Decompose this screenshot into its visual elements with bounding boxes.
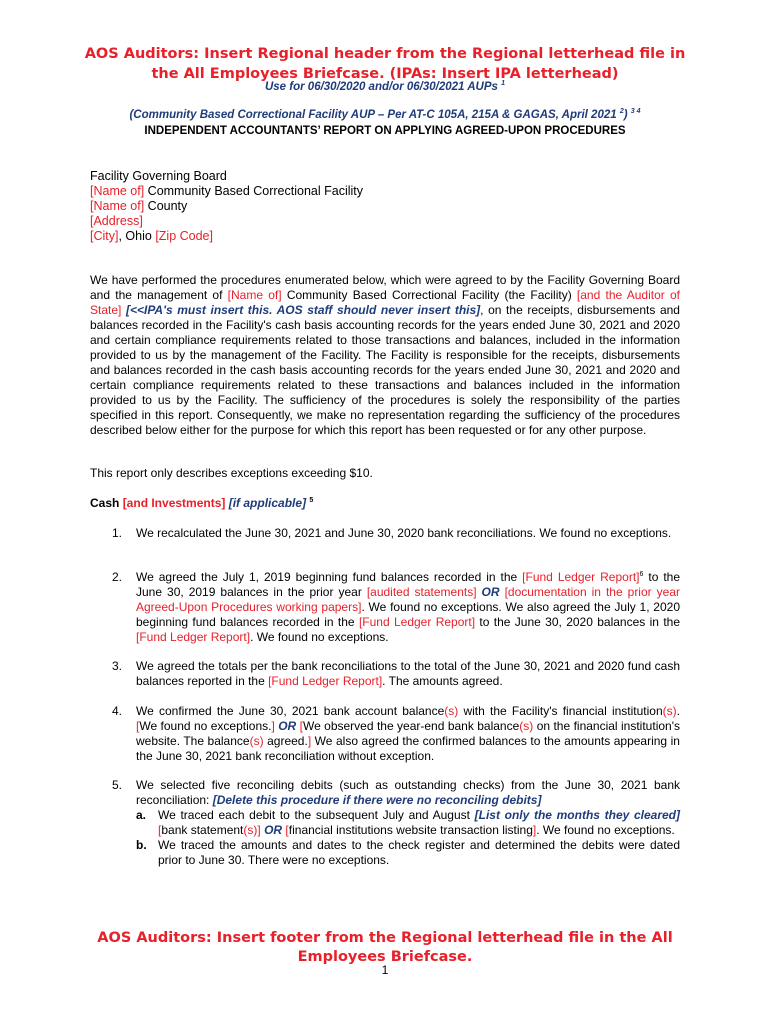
procedure-4: 4. We confirmed the June 30, 2021 bank account balance(s) with the Facility's financial institution(s). [We found no exceptions.] OR [We observed the year-end bank balance(s) on the financial institution's website. The balance(s) agreed.] We also agreed the confirmed balances to the amounts appearing in the June 30, 2021 bank reconciliation without exception. [112,704,680,763]
ipa-instruction: [<<IPA's must insert this. AOS staff should never insert this] [125,303,481,317]
page-number: 1 [381,963,389,977]
procedure-5: 5. We selected five reconciling debits (such as outstanding checks) from the June 30, 2021 bank reconciliation: [Delete this procedure if there were no reconciling debits] a. We traced each debit to the subsequent July and August [List only the months they cleared] [bank statement(s)] OR [financial institutions website transaction listing]. We found no exceptions. b. We traced the amounts and dates to the check register and determined the debits were dated prior to June 30. There were no exceptions. [112,778,680,867]
report-title: INDEPENDENT ACCOUNTANTS’ REPORT ON APPLYING AGREED-UPON PROCEDURES [144,125,626,137]
addressee-county: [Name of] County [90,199,188,213]
procedure-1: 1. We recalculated the June 30, 2021 and June 30, 2020 bank reconciliations. We found no exceptions. [112,526,672,540]
addressee-city: [City], Ohio [Zip Code] [90,229,213,243]
footnote-ref-1: 1 [501,80,505,88]
procedure-5b: b. We traced the amounts and dates to the check register and determined the debits were dated prior to June 30. There were no exceptions. [136,838,680,867]
address-block [90,169,363,244]
use-for-text: Use for 06/30/2020 and/or 06/30/2021 AUPs [264,81,498,93]
use-for-note [60,81,710,93]
addressee-street: [Address] [90,214,143,228]
header-line-1: AOS Auditors: Insert Regional header from the Regional letterhead file in [84,46,686,62]
intro-paragraph: We have performed the procedures enumerated below, which were agreed to by the Facility Governing Board and the management of [Name of] Community Based Correctional Facility (the Facility) [and the Auditor of State] [<<IPA's must insert this. AOS staff should never insert this], on the receipts, disbursements and balances recorded in the Facility's cash basis accounting records for the years ended June 30, 2021 and 2020 and certain compliance requirements related to those transactions and balances, included in the information provided to us by the management of the Facility. The Facility is responsible for the receipts, disbursements and balances recorded in the cash basis accounting records for the years ended June 30, 2021 and 2020 and certain compliance requirements related to these transactions and balances included in the information provided to us by the Facility. The sufficiency of the procedures is solely the responsibility of the parties specified in this report. Consequently, we make no representation regarding the sufficiency of the procedures described below either for the purpose for which this report has been requested or for any other purpose. [90,273,681,437]
procedure-3: 3. We agreed the totals per the bank reconciliations to the total of the June 30, 2021 and 2020 fund cash balances reported in the [Fund Ledger Report]. The amounts agreed. [112,659,680,688]
addressee-board: Facility Governing Board [90,169,227,183]
procedure-5a: a. We traced each debit to the subsequent July and August [List only the months they cleared] [bank statement(s)] OR [financial institutions website transaction listing]. We found no exceptions. [136,808,680,837]
cbcf-text: (Community Based Correctional Facility AUP – Per AT-C 105A, 215A & GAGAS, April 2021 [129,109,617,121]
header-line-2: the All Employees Briefcase. (IPAs: Insert IPA letterhead) [151,66,619,82]
procedure-2: 2. We agreed the July 1, 2019 beginning fund balances recorded in the [Fund Ledger Report]$^6$ to the June 30, 2019 balances in the prior year [audited statements] OR [documentation in the prior year Agreed-Upon Procedures working papers]. We found no exceptions. We also agreed the July 1, 2020 beginning fund balances recorded in the [Fund Ledger Report] to the June 30, 2020 balances in the [Fund Ledger Report]. We found no exceptions. [112,570,681,644]
cbcf-close: ) [623,109,628,121]
cash-heading: Cash [and Investments] [if applicable] $^5$ [90,496,314,510]
footer-line-1: AOS Auditors: Insert footer from the Regional letterhead file in the All [97,930,673,946]
cbcf-aup-note [60,109,710,121]
regional-footer-placeholder [60,929,710,967]
exceptions-threshold: This report only describes exceptions exceeding $10. [90,466,373,480]
footer-line-2: Employees Briefcase. [297,949,473,965]
addressee-facility: [Name of] Community Based Correctional Facility [90,184,364,198]
footnote-ref-3-4: 3 4 [630,108,641,116]
regional-header-placeholder [60,44,710,84]
footnote-ref-2: 2 [619,108,624,116]
